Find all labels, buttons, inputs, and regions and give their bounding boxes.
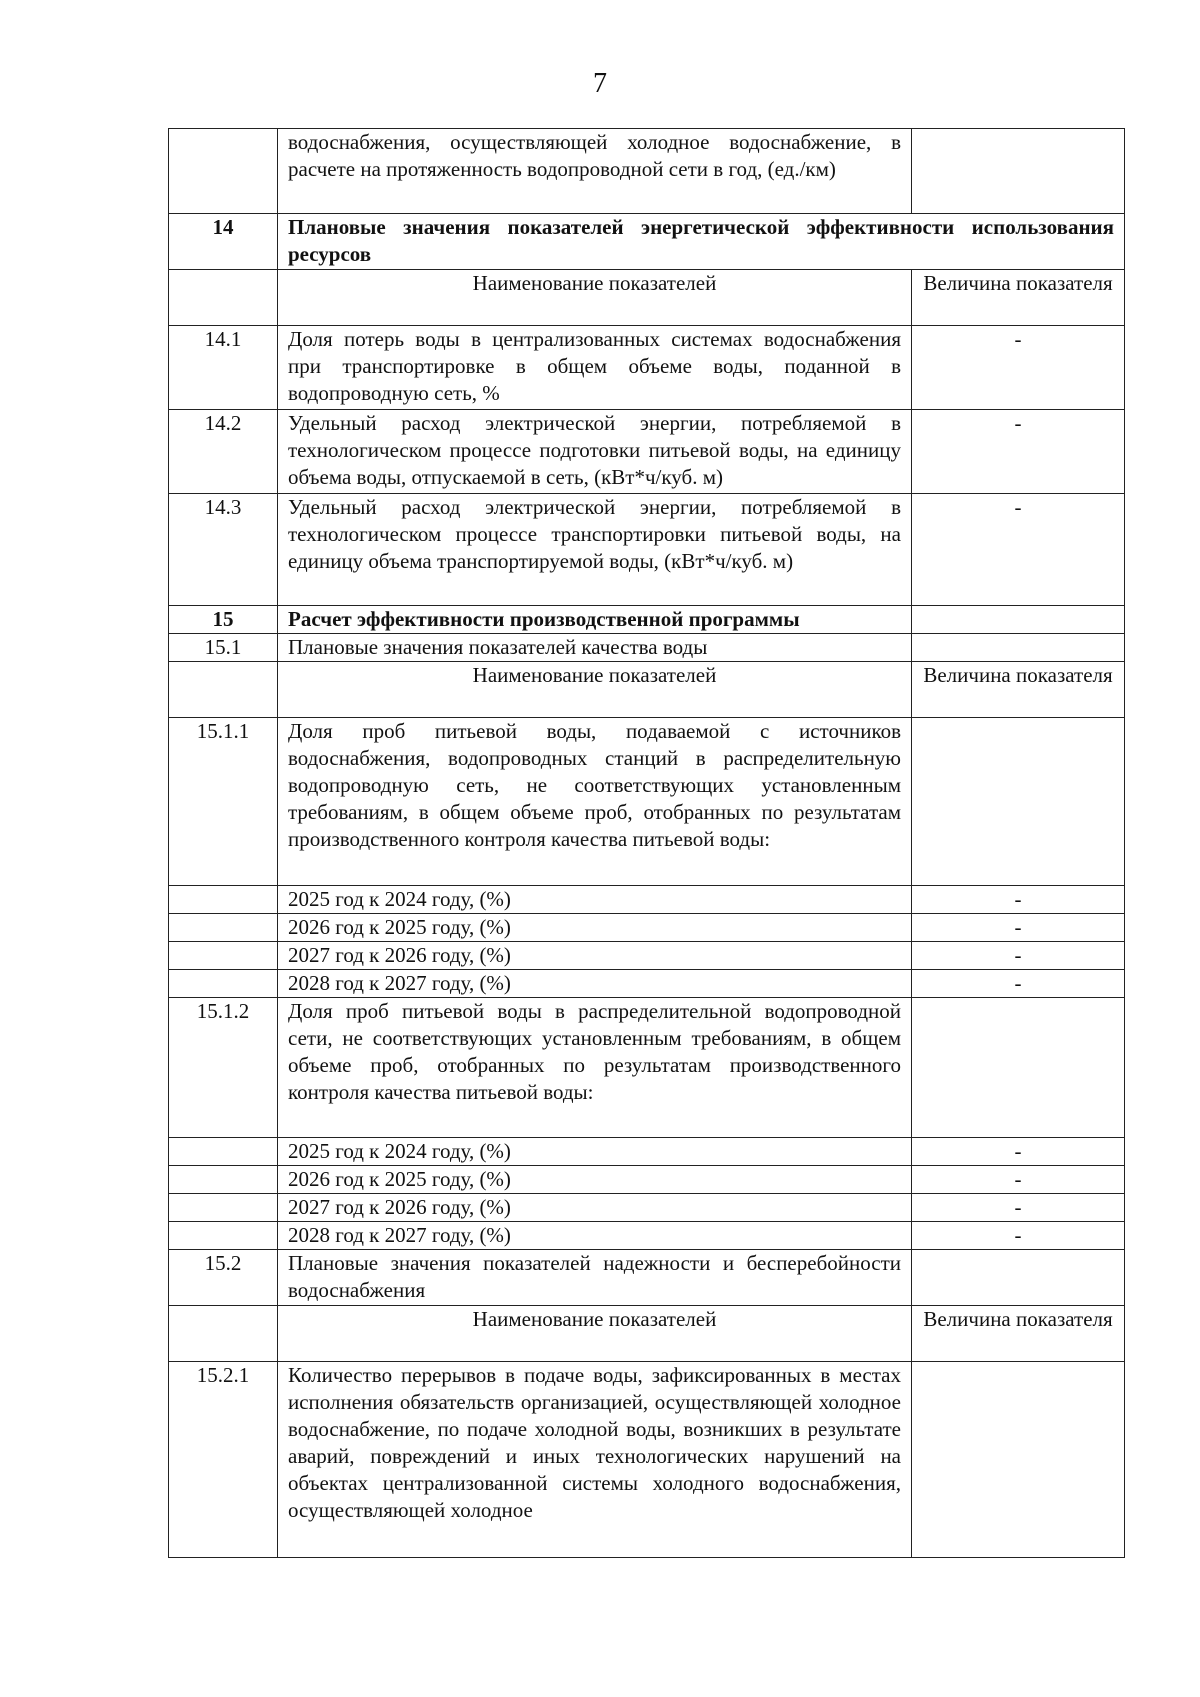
row-value — [912, 718, 1125, 886]
year-label: 2026 год к 2025 году, (%) — [278, 914, 912, 942]
row-description: Количество перерывов в подаче воды, зафиксированных в местах исполнения обязательств организацией, осуществляющей холодное водоснабжение, по подаче холодной воды, возникших в результате аварий, повреждений и иных технологических нарушений на объектах централизованной системы холодного водоснабжения, осуществляющей холодное — [278, 1362, 912, 1558]
row-number: 14.3 — [169, 494, 278, 606]
row-number: 15.2 — [169, 1250, 278, 1306]
table-row — [169, 634, 1125, 662]
year-value: - — [912, 970, 1125, 998]
indicator-name-header: Наименование показателей — [278, 662, 912, 718]
row-number — [169, 129, 278, 214]
year-value: - — [912, 1194, 1125, 1222]
table-row — [169, 410, 1125, 494]
page-number: 7 — [593, 68, 607, 99]
indicator-value-header: Величина показателя — [912, 662, 1125, 718]
empty-cell — [169, 1222, 278, 1250]
empty-cell — [169, 914, 278, 942]
header-row — [169, 662, 1125, 718]
section-number: 14 — [169, 214, 278, 270]
empty-cell — [169, 1194, 278, 1222]
row-value — [912, 1250, 1125, 1306]
row-value — [912, 634, 1125, 662]
section-row — [169, 214, 1125, 270]
empty-cell — [169, 662, 278, 718]
row-value — [912, 1362, 1125, 1558]
row-number: 15.1.1 — [169, 718, 278, 886]
year-row — [169, 886, 1125, 914]
empty-cell — [169, 886, 278, 914]
section-row — [169, 606, 1125, 634]
year-value: - — [912, 914, 1125, 942]
table-row — [169, 998, 1125, 1138]
row-description: Доля проб питьевой воды в распределительной водопроводной сети, не соответствующих установленным требованиям, в общем объеме проб, отобранных по результатам производственного контроля качества питьевой воды: — [278, 998, 912, 1138]
row-value — [912, 998, 1125, 1138]
row-value — [912, 129, 1125, 214]
section-title: Расчет эффективности производственной программы — [278, 606, 912, 634]
table-row — [169, 718, 1125, 886]
row-number: 14.1 — [169, 326, 278, 410]
year-label: 2027 год к 2026 году, (%) — [278, 1194, 912, 1222]
year-label: 2025 год к 2024 году, (%) — [278, 886, 912, 914]
year-row — [169, 942, 1125, 970]
row-value: - — [912, 326, 1125, 410]
section-title: Плановые значения показателей энергетической эффективности использования ресурсов — [278, 214, 1125, 270]
year-label: 2027 год к 2026 году, (%) — [278, 942, 912, 970]
year-label: 2025 год к 2024 году, (%) — [278, 1138, 912, 1166]
year-row — [169, 1166, 1125, 1194]
row-number: 14.2 — [169, 410, 278, 494]
year-value: - — [912, 1166, 1125, 1194]
row-description: Плановые значения показателей надежности и бесперебойности водоснабжения — [278, 1250, 912, 1306]
year-value: - — [912, 1138, 1125, 1166]
year-value: - — [912, 1222, 1125, 1250]
row-description: Доля потерь воды в централизованных системах водоснабжения при транспортировке в общем объеме воды, поданной в водопроводную сеть, % — [278, 326, 912, 410]
header-row — [169, 1306, 1125, 1362]
row-number: 15.1.2 — [169, 998, 278, 1138]
year-row — [169, 1222, 1125, 1250]
empty-cell — [169, 270, 278, 326]
year-row — [169, 914, 1125, 942]
row-description: Доля проб питьевой воды, подаваемой с источников водоснабжения, водопроводных станций в распределительную водопроводную сеть, не соответствующих установленным требованиям, в общем объеме проб, отобранных по результатам производственного контроля качества питьевой воды: — [278, 718, 912, 886]
empty-cell — [169, 1166, 278, 1194]
indicators-table — [168, 128, 1125, 1558]
row-number: 15.2.1 — [169, 1362, 278, 1558]
section-number: 15 — [169, 606, 278, 634]
row-description: Удельный расход электрической энергии, потребляемой в технологическом процессе подготовки питьевой воды, на единицу объема воды, отпускаемой в сеть, (кВт*ч/куб. м) — [278, 410, 912, 494]
indicator-value-header: Величина показателя — [912, 1306, 1125, 1362]
year-label: 2026 год к 2025 году, (%) — [278, 1166, 912, 1194]
row-number: 15.1 — [169, 634, 278, 662]
empty-cell — [169, 1306, 278, 1362]
table-row — [169, 494, 1125, 606]
table-row — [169, 326, 1125, 410]
row-value: - — [912, 494, 1125, 606]
empty-cell — [912, 606, 1125, 634]
table-row — [169, 1250, 1125, 1306]
indicator-name-header: Наименование показателей — [278, 1306, 912, 1362]
row-description: Плановые значения показателей качества воды — [278, 634, 912, 662]
year-label: 2028 год к 2027 году, (%) — [278, 1222, 912, 1250]
year-value: - — [912, 942, 1125, 970]
indicator-value-header: Величина показателя — [912, 270, 1125, 326]
indicator-name-header: Наименование показателей — [278, 270, 912, 326]
table-row — [169, 1362, 1125, 1558]
empty-cell — [169, 1138, 278, 1166]
year-row — [169, 1194, 1125, 1222]
header-row — [169, 270, 1125, 326]
row-description: Удельный расход электрической энергии, потребляемой в технологическом процессе транспортировки питьевой воды, на единицу объема транспортируемой воды, (кВт*ч/куб. м) — [278, 494, 912, 606]
year-row — [169, 1138, 1125, 1166]
empty-cell — [169, 942, 278, 970]
row-description: водоснабжения, осуществляющей холодное водоснабжение, в расчете на протяженность водопроводной сети в год, (ед./км) — [278, 129, 912, 214]
year-label: 2028 год к 2027 году, (%) — [278, 970, 912, 998]
empty-cell — [169, 970, 278, 998]
year-row — [169, 970, 1125, 998]
table-row — [169, 129, 1125, 214]
row-value: - — [912, 410, 1125, 494]
year-value: - — [912, 886, 1125, 914]
